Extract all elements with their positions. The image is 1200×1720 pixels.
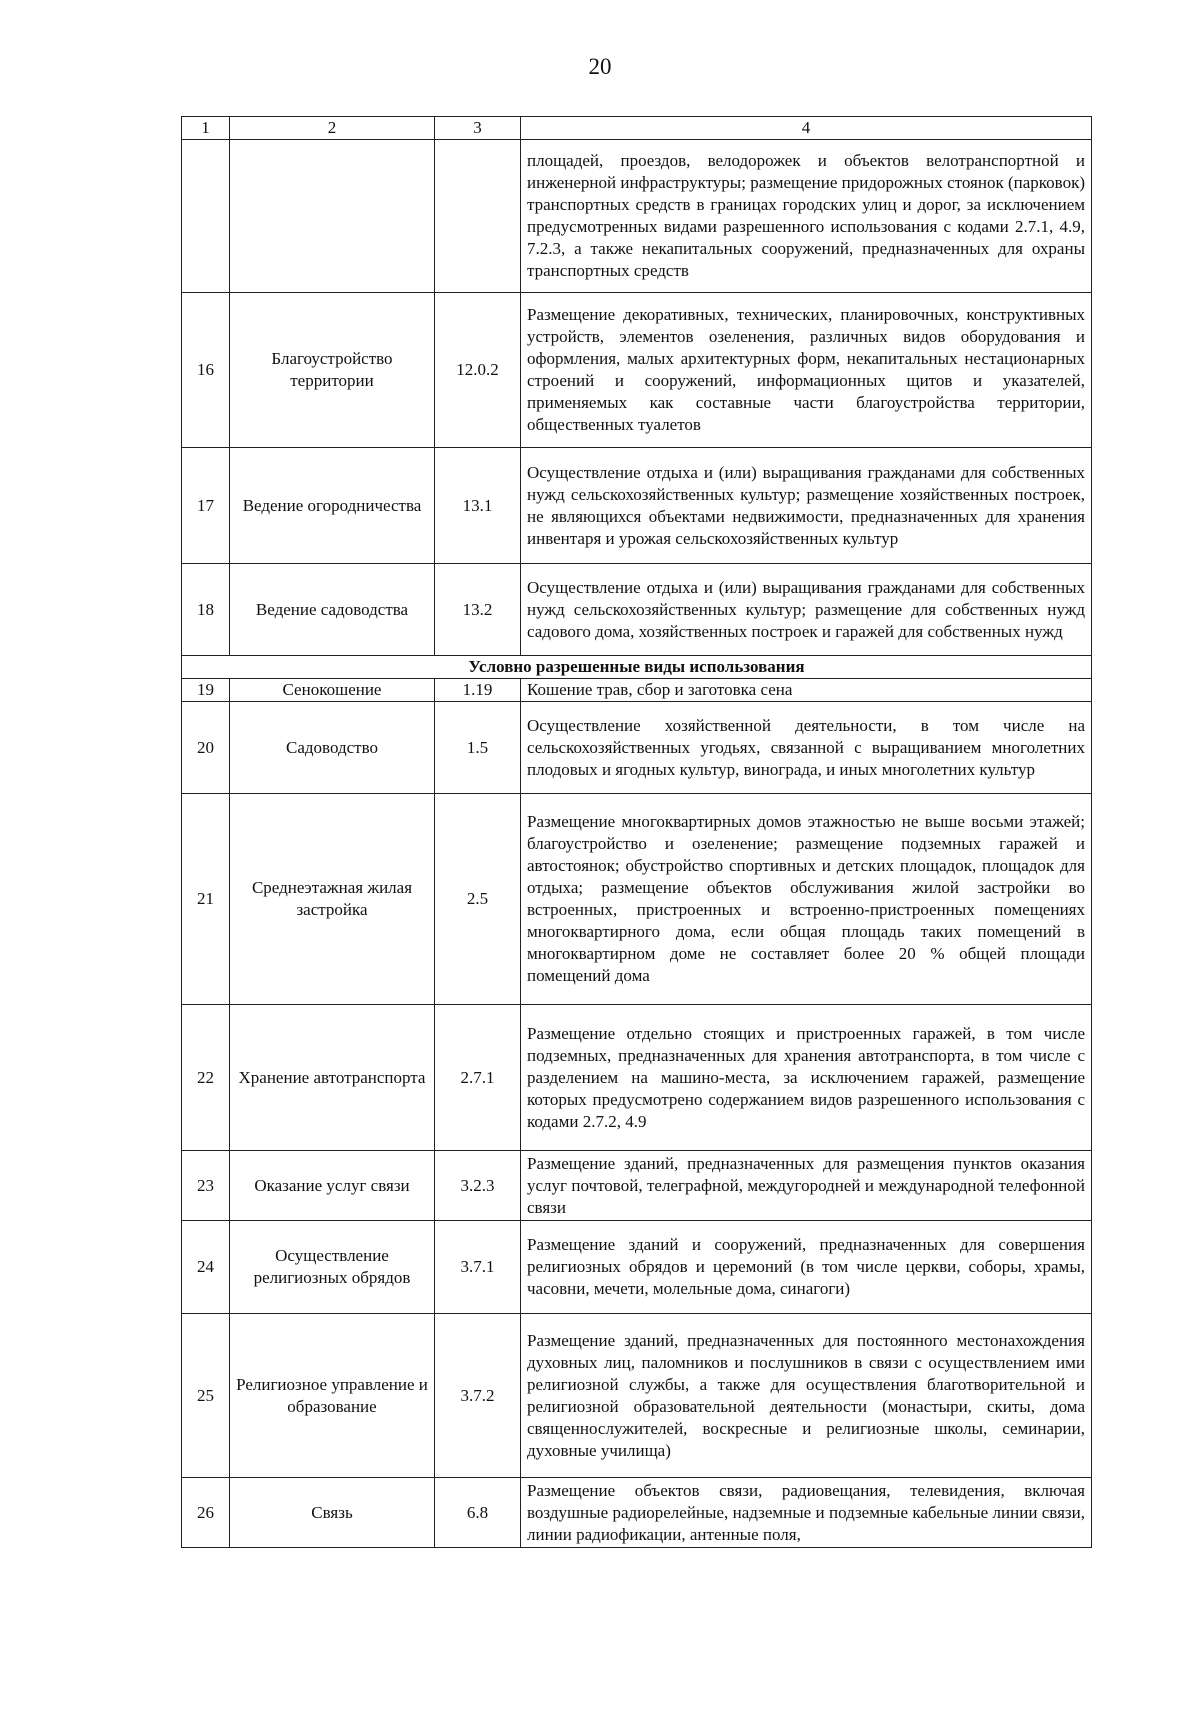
land-use-table [181, 116, 1092, 1548]
use-type-description: Осуществление отдыха и (или) выращивания гражданами для собственных нужд сельскохозяйственных культур; размещение хозяйственных построек, не являющихся объектами недвижимости, предназначенных для хранения инвентаря и урожая сельскохозяйственных культур [521, 448, 1092, 564]
row-number: 18 [182, 564, 230, 656]
header-col-2: 2 [230, 117, 435, 140]
table-row [182, 448, 1092, 564]
use-type-name: Связь [230, 1478, 435, 1548]
table-row [182, 702, 1092, 794]
use-type-name: Благоустройство территории [230, 293, 435, 448]
row-number: 23 [182, 1151, 230, 1221]
use-type-description: Размещение многоквартирных домов этажностью не выше восьми этажей; благоустройство и озеленение; размещение подземных гаражей и автостоянок; обустройство спортивных и детских площадок, площадок для отдыха; размещение объектов обслуживания жилой застройки во встроенных, пристроенных и встроенно-пристроенных помещениях многоквартирного дома, если общая площадь таких помещений в многоквартирном доме не составляет более 20 % общей площади помещений дома [521, 794, 1092, 1005]
page-number: 20 [588, 54, 612, 79]
table-row [182, 1478, 1092, 1548]
use-type-name: Среднеэтажная жилая застройка [230, 794, 435, 1005]
table-header-row [182, 117, 1092, 140]
table-row [182, 140, 1092, 293]
header-col-4: 4 [521, 117, 1092, 140]
use-type-name: Осуществление религиозных обрядов [230, 1221, 435, 1314]
use-type-code: 1.19 [435, 679, 521, 702]
header-col-3: 3 [435, 117, 521, 140]
use-type-description: Размещение объектов связи, радиовещания, телевидения, включая воздушные радиорелейные, надземные и подземные кабельные линии связи, линии радиофикации, антенные поля, [521, 1478, 1092, 1548]
use-type-description: Размещение отдельно стоящих и пристроенных гаражей, в том числе подземных, предназначенных для хранения автотранспорта, в том числе с разделением на машино-места, за исключением гаражей, размещение которых предусмотрено содержанием видов разрешенного использования с кодами 2.7.2, 4.9 [521, 1005, 1092, 1151]
use-type-description: Размещение зданий, предназначенных для размещения пунктов оказания услуг почтовой, телеграфной, междугородней и международной телефонной связи [521, 1151, 1092, 1221]
use-type-code: 2.7.1 [435, 1005, 521, 1151]
use-type-name: Сенокошение [230, 679, 435, 702]
section-heading-row [182, 656, 1092, 679]
row-number: 21 [182, 794, 230, 1005]
use-type-description: Размещение декоративных, технических, планировочных, конструктивных устройств, элементов озеленения, различных видов оборудования и оформления, малых архитектурных форм, некапитальных нестационарных строений и сооружений, информационных щитов и указателей, применяемых как составные части благоустройства территории, общественных туалетов [521, 293, 1092, 448]
use-type-description: Осуществление отдыха и (или) выращивания гражданами для собственных нужд сельскохозяйственных культур; размещение для собственных нужд садового дома, хозяйственных построек и гаражей для собственных нужд [521, 564, 1092, 656]
row-number: 20 [182, 702, 230, 794]
row-number: 25 [182, 1314, 230, 1478]
use-type-description: Размещение зданий, предназначенных для постоянного местонахождения духовных лиц, паломников и послушников в связи с осуществлением ими религиозной службы, а также для осуществления благотворительной и религиозной образовательной деятельности (монастыри, скиты, дома священнослужителей, воскресные и религиозные школы, семинарии, духовные училища) [521, 1314, 1092, 1478]
row-number: 26 [182, 1478, 230, 1548]
use-type-name [230, 140, 435, 293]
use-type-description: площадей, проездов, велодорожек и объектов велотранспортной и инженерной инфраструктуры; размещение придорожных стоянок (парковок) транспортных средств в границах городских улиц и дорог, за исключением предусмотренных видами разрешенного использования с кодами 2.7.1, 4.9, 7.2.3, а также некапитальных сооружений, предназначенных для охраны транспортных средств [521, 140, 1092, 293]
use-type-description: Размещение зданий и сооружений, предназначенных для совершения религиозных обрядов и церемоний (в том числе церкви, соборы, храмы, часовни, мечети, молельные дома, синагоги) [521, 1221, 1092, 1314]
use-type-name: Хранение автотранспорта [230, 1005, 435, 1151]
use-type-name: Ведение огородничества [230, 448, 435, 564]
use-type-code: 12.0.2 [435, 293, 521, 448]
table-row [182, 1005, 1092, 1151]
row-number: 22 [182, 1005, 230, 1151]
use-type-description: Кошение трав, сбор и заготовка сена [521, 679, 1092, 702]
use-type-name: Оказание услуг связи [230, 1151, 435, 1221]
table-row [182, 293, 1092, 448]
table-row [182, 1151, 1092, 1221]
table-row [182, 564, 1092, 656]
use-type-code [435, 140, 521, 293]
use-type-name: Ведение садоводства [230, 564, 435, 656]
use-type-code: 3.7.2 [435, 1314, 521, 1478]
section-title: Условно разрешенные виды использования [182, 656, 1092, 679]
use-type-name: Садоводство [230, 702, 435, 794]
row-number [182, 140, 230, 293]
use-type-code: 3.2.3 [435, 1151, 521, 1221]
use-type-code: 13.2 [435, 564, 521, 656]
use-type-name: Религиозное управление и образование [230, 1314, 435, 1478]
use-type-description: Осуществление хозяйственной деятельности, в том числе на сельскохозяйственных угодьях, связанной с выращиванием многолетних плодовых и ягодных культур, винограда, и иных многолетних культур [521, 702, 1092, 794]
row-number: 16 [182, 293, 230, 448]
row-number: 24 [182, 1221, 230, 1314]
table-row [182, 794, 1092, 1005]
use-type-code: 1.5 [435, 702, 521, 794]
row-number: 19 [182, 679, 230, 702]
header-col-1: 1 [182, 117, 230, 140]
table-row [182, 679, 1092, 702]
use-type-code: 3.7.1 [435, 1221, 521, 1314]
use-type-code: 2.5 [435, 794, 521, 1005]
table-row [182, 1221, 1092, 1314]
use-type-code: 13.1 [435, 448, 521, 564]
use-type-code: 6.8 [435, 1478, 521, 1548]
table-row [182, 1314, 1092, 1478]
row-number: 17 [182, 448, 230, 564]
